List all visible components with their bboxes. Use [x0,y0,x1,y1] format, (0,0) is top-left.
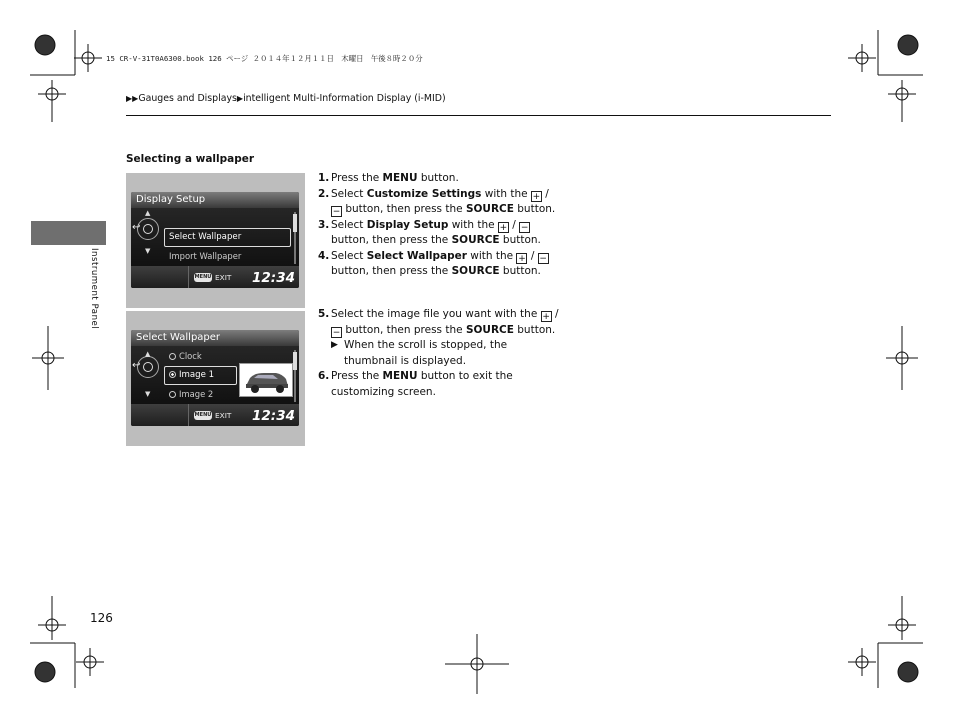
radio-icon [169,391,176,398]
option-image-1: Image 1 [164,366,237,385]
plus-key-icon: + [499,222,508,233]
section-title: Selecting a wallpaper [126,153,255,165]
exit-label: EXIT [215,273,232,282]
arrow-down-icon: ▼ [145,390,151,398]
selector-knob-center-icon [143,362,153,372]
step-1: 1. Press the MENU button. [318,172,459,184]
minus-key-icon: − [539,253,547,264]
display-screen [131,192,299,288]
plus-key-icon: + [542,312,550,322]
footer-divider [188,266,189,288]
note-arrow-icon: ▶ [331,340,338,350]
breadcrumb-part2[interactable]: intelligent Multi-Information Display (i-MID) [243,93,446,104]
arrow-up-icon: ▲ [145,350,151,358]
steps-group-2 [318,307,576,400]
screen-title: Display Setup [131,192,299,208]
side-tab [31,221,106,245]
display-setup-photo [126,173,305,308]
menu-item: Import Wallpaper [169,251,242,261]
print-header: 15 CR-V-31T0A6300.book 126 ページ ２０１４年１２月１１日 木曜日 午後８時２０分 [106,54,423,63]
radio-selected-icon [169,371,176,378]
header-rule [126,115,831,116]
scroll-thumb [293,352,297,370]
arrow-up-icon: ▲ [145,209,151,217]
minus-key-icon: − [332,327,341,338]
selected-item: Select Wallpaper [164,228,291,247]
step-5: 5. Select the image file you want with the + / − button, then press the SOURCE button. ▶ When the scroll is stopped, the thumbnail is displayed. [318,307,576,369]
breadcrumb [126,93,446,104]
exit-label: EXIT [215,411,232,420]
side-tab-label: Instrument Panel [89,248,99,330]
breadcrumb-separator: ▶ [236,94,244,103]
breadcrumb-part1[interactable]: Gauges and Displays [138,93,237,104]
footer-divider [188,404,189,426]
step-4: 4. Select Select Wallpaper with the + / − button, then press the SOURCE button. [318,249,547,277]
menu-badge-icon: MENU [194,412,212,418]
step-2: 2. Select Customize Settings with the + / − button, then press the SOURCE button. [318,187,556,217]
breadcrumb-arrow: ▶▶ [126,94,139,103]
clock: 12:34 [252,408,295,424]
display-screen [131,330,299,426]
minus-key-icon: − [332,207,341,217]
arrow-down-icon: ▼ [145,247,151,255]
plus-key-icon: + [532,191,541,202]
wallpaper-thumbnail [239,363,293,397]
step-3: 3. Select Display Setup with the + / − button, then press the SOURCE button. [318,218,541,246]
steps-group-1 [318,171,576,280]
radio-icon [169,353,176,360]
minus-key-icon: − [520,222,529,233]
car-thumbnail-icon [240,364,292,396]
scroll-thumb [293,214,297,232]
option-clock: Clock [169,351,202,361]
page-number: 126 [90,611,113,625]
option-image-2: Image 2 [169,389,213,399]
clock: 12:34 [252,270,295,286]
back-arrow-icon: ↩ [132,222,141,233]
step-6: 6. Press the MENU button to exit the customizing screen. [318,370,513,398]
plus-key-icon: + [518,253,526,264]
selector-knob-center-icon [143,224,153,234]
screen-title: Select Wallpaper [131,330,299,346]
step-5-note: ▶ When the scroll is stopped, the thumbnail is displayed. [331,339,508,367]
menu-badge-icon: MENU [194,274,212,280]
select-wallpaper-photo [126,311,305,446]
back-arrow-icon: ↩ [132,360,141,371]
